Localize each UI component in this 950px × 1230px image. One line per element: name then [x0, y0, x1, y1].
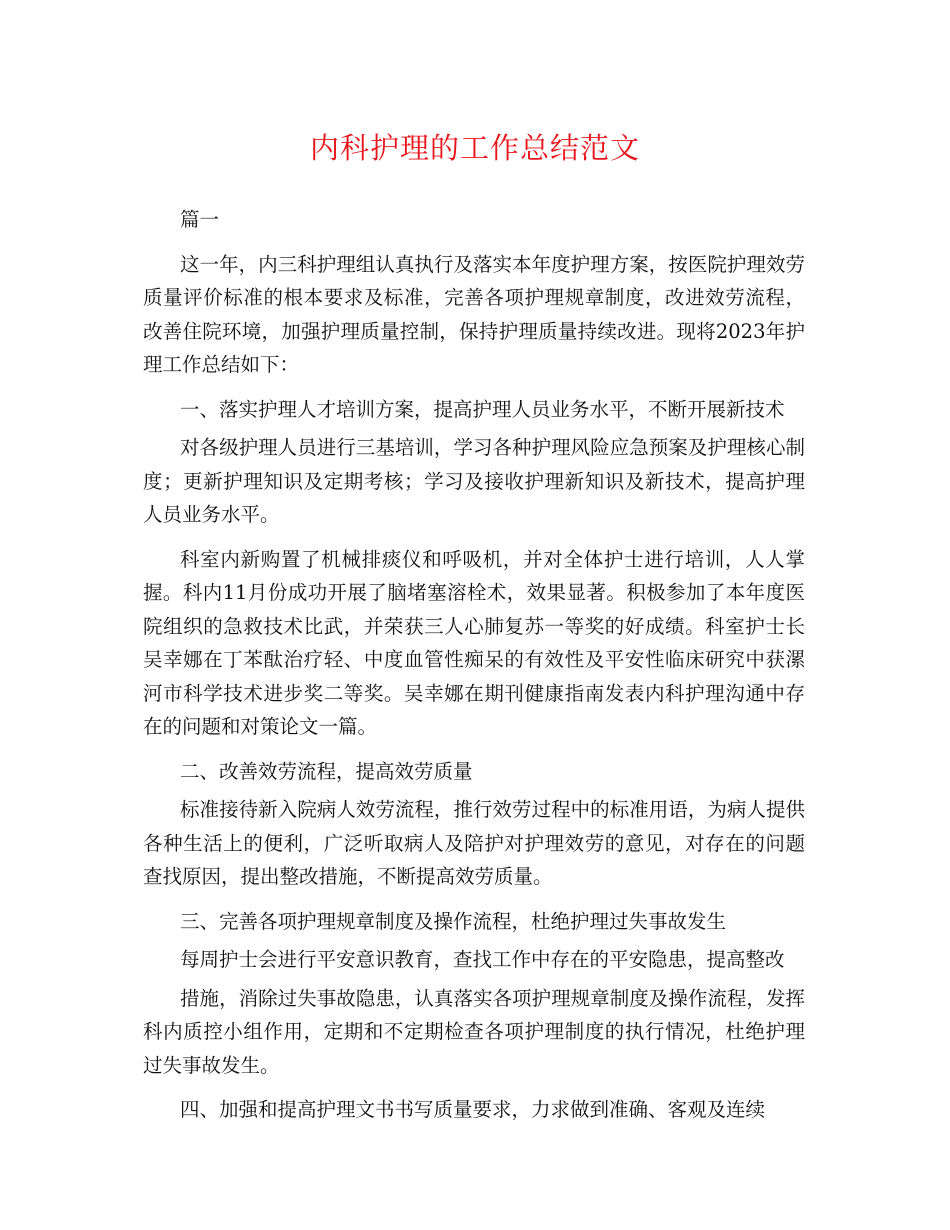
heading-2: 二、改善效劳流程，提高效劳质量	[180, 759, 473, 783]
service-paragraph: 标准接待新入院病人效劳流程，推行效劳过程中的标准用语，为病人提供各种生活上的便利，广泛听取病人及陪护对护理效劳的意见，对存在的问题查找原因，提出整改措施，不断提高效劳质量。	[143, 798, 805, 888]
document-body	[143, 203, 805, 1127]
heading-1: 一、落实护理人才培训方案，提高护理人员业务水平，不断开展新技术	[180, 397, 785, 421]
safety-paragraph: 措施，消除过失事故隐患，认真落实各项护理规章制度及操作流程，发挥科内质控小组作用，定期和不定期检查各项护理制度的执行情况，杜绝护理过失事故发生。	[143, 986, 805, 1077]
section-label: 篇一	[180, 208, 220, 231]
heading-3: 三、完善各项护理规章制度及操作流程，杜绝护理过失事故发生	[180, 909, 727, 933]
equipment-paragraph: 科室内新购置了机械排痰仪和呼吸机，并对全体护士进行培训，人人掌握。科内11月份成功开展了脑堵塞溶栓术，效果显著。积极参加了本年度医院组织的急救技术比武，并荣获三人心肺复苏一等奖的好成绩。科室护士长吴幸娜在丁苯酞治疗轻、中度血管性痴呆的有效性及平安性临床研究中获漯河市科学技术进步奖二等奖。吴幸娜在期刊健康指南发表内科护理沟通中存在的问题和对策论文一篇。	[143, 547, 805, 738]
training-paragraph: 对各级护理人员进行三基培训，学习各种护理风险应急预案及护理核心制度；更新护理知识及定期考核；学习及接收护理新知识及新技术，提高护理人员业务水平。	[143, 436, 805, 526]
safety-paragraph-line: 每周护士会进行平安意识教育，查找工作中存在的平安隐患，提高整改	[180, 948, 785, 971]
intro-paragraph: 这一年，内三科护理组认真执行及落实本年度护理方案，按医院护理效劳质量评价标准的根本要求及标准，完善各项护理规章制度，改进效劳流程，改善住院环境，加强护理质量控制，保持护理质量持续改进。现将2023年护理工作总结如下：	[143, 252, 805, 376]
document-title: 内科护理的工作总结范文	[309, 131, 640, 165]
heading-4: 四、加强和提高护理文书书写质量要求，力求做到准确、客观及连续	[180, 1098, 766, 1121]
